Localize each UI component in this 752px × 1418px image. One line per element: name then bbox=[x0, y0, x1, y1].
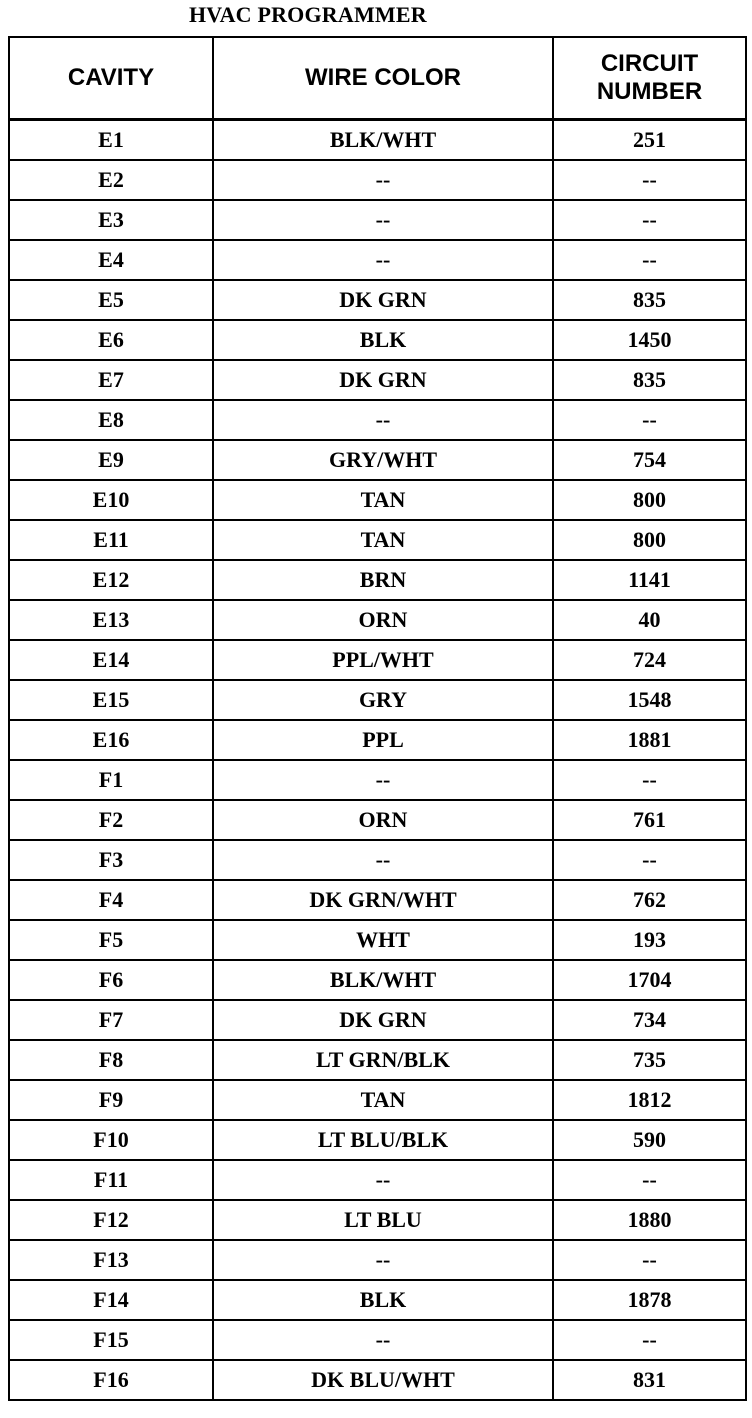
wire-color-cell: TAN bbox=[213, 1080, 553, 1120]
cavity-cell: E9 bbox=[9, 440, 213, 480]
table-row bbox=[9, 560, 746, 600]
table-row bbox=[9, 360, 746, 400]
wire-color-cell: -- bbox=[213, 400, 553, 440]
circuit-number-cell: 835 bbox=[553, 280, 746, 320]
wire-color-cell: -- bbox=[213, 240, 553, 280]
wire-color-cell: -- bbox=[213, 1240, 553, 1280]
circuit-number-cell: 1812 bbox=[553, 1080, 746, 1120]
table-row bbox=[9, 760, 746, 800]
wire-color-cell: DK GRN bbox=[213, 280, 553, 320]
circuit-number-cell: 735 bbox=[553, 1040, 746, 1080]
circuit-number-cell: 590 bbox=[553, 1120, 746, 1160]
cavity-cell: E2 bbox=[9, 160, 213, 200]
circuit-number-cell: 1450 bbox=[553, 320, 746, 360]
wire-color-cell: PPL bbox=[213, 720, 553, 760]
table-row bbox=[9, 1000, 746, 1040]
column-header-circuit-number bbox=[553, 37, 746, 120]
column-header-cavity: CAVITY bbox=[9, 37, 213, 120]
circuit-number-cell: -- bbox=[553, 1320, 746, 1360]
table-row bbox=[9, 160, 746, 200]
table-row bbox=[9, 1120, 746, 1160]
table-row bbox=[9, 960, 746, 1000]
table-row bbox=[9, 320, 746, 360]
wire-color-cell: ORN bbox=[213, 600, 553, 640]
wire-color-cell: -- bbox=[213, 760, 553, 800]
cavity-cell: E12 bbox=[9, 560, 213, 600]
table-row bbox=[9, 480, 746, 520]
cavity-cell: E11 bbox=[9, 520, 213, 560]
circuit-number-cell: -- bbox=[553, 240, 746, 280]
table-row bbox=[9, 200, 746, 240]
cavity-cell: F8 bbox=[9, 1040, 213, 1080]
wire-color-cell: LT BLU bbox=[213, 1200, 553, 1240]
circuit-number-cell: 1548 bbox=[553, 680, 746, 720]
table-row bbox=[9, 1320, 746, 1360]
table-row bbox=[9, 1360, 746, 1400]
cavity-cell: F6 bbox=[9, 960, 213, 1000]
cavity-cell: E1 bbox=[9, 120, 213, 161]
wire-color-cell: BLK bbox=[213, 1280, 553, 1320]
circuit-number-cell: 1704 bbox=[553, 960, 746, 1000]
cavity-cell: E16 bbox=[9, 720, 213, 760]
table-row bbox=[9, 1040, 746, 1080]
cavity-cell: E15 bbox=[9, 680, 213, 720]
wire-color-cell: BLK/WHT bbox=[213, 120, 553, 161]
circuit-number-cell: 761 bbox=[553, 800, 746, 840]
wire-color-cell: PPL/WHT bbox=[213, 640, 553, 680]
cavity-cell: F2 bbox=[9, 800, 213, 840]
cavity-cell: E6 bbox=[9, 320, 213, 360]
circuit-number-cell: 800 bbox=[553, 520, 746, 560]
cavity-cell: E4 bbox=[9, 240, 213, 280]
wire-color-cell: GRY/WHT bbox=[213, 440, 553, 480]
circuit-header-line-1: CIRCUIT bbox=[600, 50, 699, 77]
table-row bbox=[9, 680, 746, 720]
wire-color-cell: -- bbox=[213, 1320, 553, 1360]
table-row bbox=[9, 120, 746, 161]
cavity-cell: F3 bbox=[9, 840, 213, 880]
cavity-cell: E14 bbox=[9, 640, 213, 680]
cavity-cell: F12 bbox=[9, 1200, 213, 1240]
cavity-cell: E13 bbox=[9, 600, 213, 640]
table-row bbox=[9, 1280, 746, 1320]
wire-color-cell: TAN bbox=[213, 520, 553, 560]
header-row bbox=[9, 37, 746, 120]
wire-color-cell: BLK/WHT bbox=[213, 960, 553, 1000]
wire-color-cell: DK GRN/WHT bbox=[213, 880, 553, 920]
circuit-number-cell: 835 bbox=[553, 360, 746, 400]
circuit-number-cell: 1880 bbox=[553, 1200, 746, 1240]
wire-color-cell: GRY bbox=[213, 680, 553, 720]
table-row bbox=[9, 520, 746, 560]
wire-color-cell: -- bbox=[213, 160, 553, 200]
cavity-cell: E5 bbox=[9, 280, 213, 320]
cavity-cell: F10 bbox=[9, 1120, 213, 1160]
cavity-cell: F4 bbox=[9, 880, 213, 920]
table-row bbox=[9, 880, 746, 920]
wire-color-cell: DK GRN bbox=[213, 360, 553, 400]
table-row bbox=[9, 800, 746, 840]
circuit-number-cell: -- bbox=[553, 200, 746, 240]
cavity-cell: F16 bbox=[9, 1360, 213, 1400]
wire-color-cell: -- bbox=[213, 200, 553, 240]
cavity-cell: E7 bbox=[9, 360, 213, 400]
circuit-number-cell: -- bbox=[553, 760, 746, 800]
cavity-cell: F13 bbox=[9, 1240, 213, 1280]
wire-color-cell: DK BLU/WHT bbox=[213, 1360, 553, 1400]
circuit-number-cell: 754 bbox=[553, 440, 746, 480]
circuit-number-cell: 831 bbox=[553, 1360, 746, 1400]
wire-color-cell: WHT bbox=[213, 920, 553, 960]
cavity-cell: F1 bbox=[9, 760, 213, 800]
circuit-number-cell: -- bbox=[553, 1240, 746, 1280]
table-row bbox=[9, 840, 746, 880]
table-row bbox=[9, 720, 746, 760]
wire-color-cell: BRN bbox=[213, 560, 553, 600]
table-header bbox=[9, 37, 746, 120]
cavity-cell: F15 bbox=[9, 1320, 213, 1360]
cavity-cell: F5 bbox=[9, 920, 213, 960]
circuit-header-line-2: NUMBER bbox=[596, 78, 703, 105]
connector-pinout-table bbox=[8, 36, 747, 1401]
circuit-number-cell: 800 bbox=[553, 480, 746, 520]
wire-color-cell: LT BLU/BLK bbox=[213, 1120, 553, 1160]
table-row bbox=[9, 1200, 746, 1240]
circuit-number-cell: 762 bbox=[553, 880, 746, 920]
wire-color-cell: DK GRN bbox=[213, 1000, 553, 1040]
table-title: HVAC PROGRAMMER bbox=[189, 2, 427, 27]
table-row bbox=[9, 240, 746, 280]
circuit-number-cell: -- bbox=[553, 840, 746, 880]
circuit-number-cell: -- bbox=[553, 1160, 746, 1200]
circuit-number-cell: 734 bbox=[553, 1000, 746, 1040]
table-row bbox=[9, 640, 746, 680]
table-row bbox=[9, 1240, 746, 1280]
table-row bbox=[9, 920, 746, 960]
table-row bbox=[9, 600, 746, 640]
column-header-wire-color: WIRE COLOR bbox=[213, 37, 553, 120]
cavity-cell: F11 bbox=[9, 1160, 213, 1200]
table-row bbox=[9, 400, 746, 440]
cavity-cell: E8 bbox=[9, 400, 213, 440]
cavity-cell: F14 bbox=[9, 1280, 213, 1320]
cavity-cell: E10 bbox=[9, 480, 213, 520]
circuit-number-cell: 1881 bbox=[553, 720, 746, 760]
table-body bbox=[9, 120, 746, 1401]
circuit-number-cell: 1878 bbox=[553, 1280, 746, 1320]
circuit-number-cell: 724 bbox=[553, 640, 746, 680]
circuit-number-cell: -- bbox=[553, 160, 746, 200]
circuit-number-cell: 193 bbox=[553, 920, 746, 960]
circuit-number-cell: -- bbox=[553, 400, 746, 440]
table-row bbox=[9, 280, 746, 320]
wire-color-cell: TAN bbox=[213, 480, 553, 520]
table-row bbox=[9, 1160, 746, 1200]
wire-color-cell: BLK bbox=[213, 320, 553, 360]
table-row bbox=[9, 440, 746, 480]
circuit-number-cell: 1141 bbox=[553, 560, 746, 600]
wire-color-cell: -- bbox=[213, 840, 553, 880]
cavity-cell: F7 bbox=[9, 1000, 213, 1040]
circuit-number-cell: 40 bbox=[553, 600, 746, 640]
table-row bbox=[9, 1080, 746, 1120]
cavity-cell: E3 bbox=[9, 200, 213, 240]
wire-color-cell: -- bbox=[213, 1160, 553, 1200]
cavity-cell: F9 bbox=[9, 1080, 213, 1120]
wire-color-cell: LT GRN/BLK bbox=[213, 1040, 553, 1080]
wire-color-cell: ORN bbox=[213, 800, 553, 840]
circuit-number-cell: 251 bbox=[553, 120, 746, 161]
